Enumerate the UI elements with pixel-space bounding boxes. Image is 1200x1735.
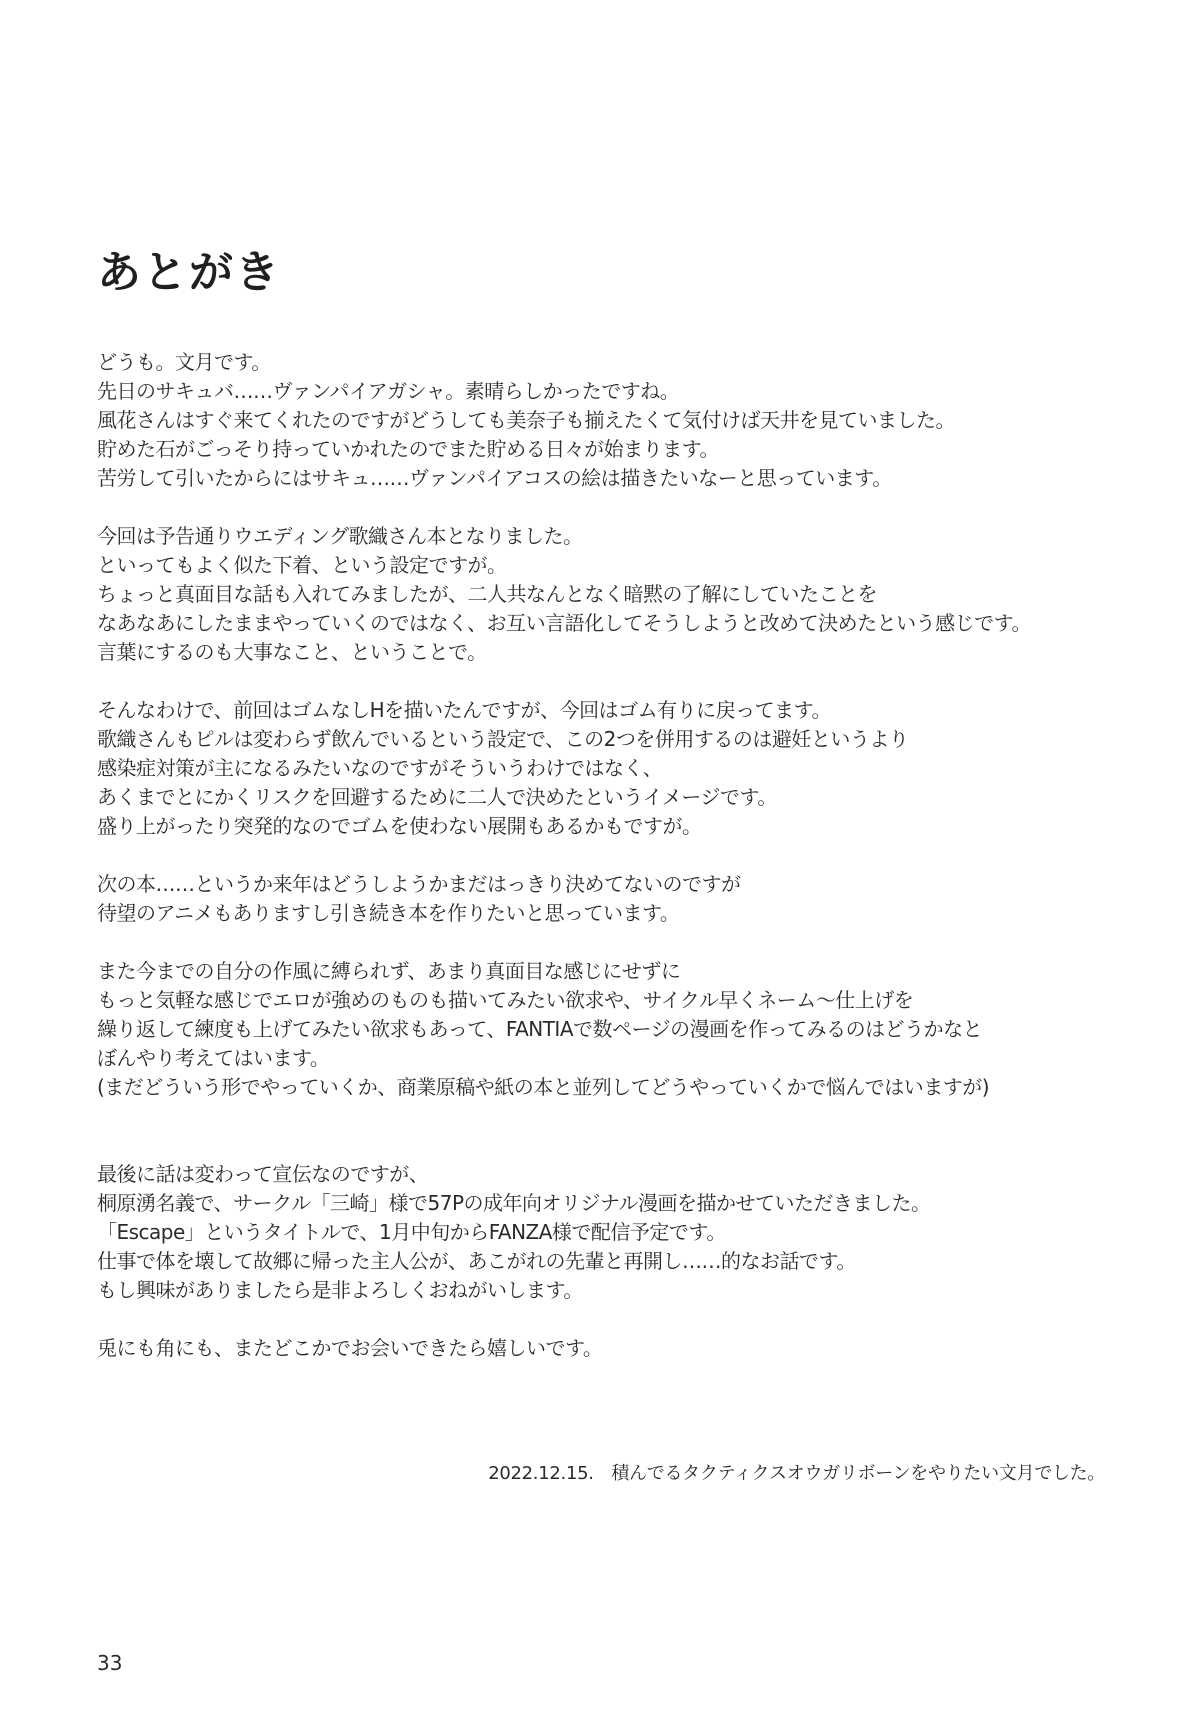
text-line: といってもよく似た下着、という設定ですが。 [97,553,507,577]
text-line: 貯めた石がごっそり持っていかれたのでまた貯める日々が始まります。 [97,437,719,461]
text-line: 今回は予告通りウエディング歌織さん本となりました。 [97,524,583,548]
text-line: もし興味がありましたら是非よろしくおねがいします。 [97,1278,583,1302]
page-title: あとがき [97,247,281,298]
text-line: 仕事で体を壊して故郷に帰った主人公が、あこがれの先輩と再開し……的なお話です。 [97,1249,856,1273]
text-line: どうも。文月です。 [97,350,271,374]
text-line: ちょっと真面目な話も入れてみましたが、二人共なんとなく暗黙の了解にしていたことを [97,582,877,606]
paragraph-6 [97,1160,1177,1305]
signature-line: 2022.12.15. 積んでるタクティクスオウガリボーンをやりたい文月でした。 [488,1463,1105,1484]
text-line: なあなあにしたままやっていくのではなく、お互い言語化してそうしようと改めて決めたという感じです。 [97,611,1031,635]
text-line: 苦労して引いたからにはサキュ……ヴァンパイアコスの絵は描きたいなーと思っています。 [97,466,892,490]
afterword-body [97,348,1177,1392]
paragraph-1 [97,348,1177,493]
text-line: 最後に話は変わって宣伝なのですが、 [97,1162,429,1186]
text-line: 次の本……というか来年はどうしようかまだはっきり決めてないのですが [97,872,741,896]
text-line: 言葉にするのも大事なこと、ということで。 [97,640,487,664]
text-line: 盛り上がったり突発的なのでゴムを使わない展開もあるかもですが。 [97,814,702,838]
text-line: 風花さんはすぐ来てくれたのですがどうしても美奈子も揃えたくて気付けば天井を見ていました。 [97,408,955,432]
text-line: そんなわけで、前回はゴムなしHを描いたんですが、今回はゴム有りに戻ってます。 [97,698,832,722]
text-line: 兎にも角にも、またどこかでお会いできたら嬉しいです。 [97,1336,603,1360]
text-line: (まだどういう形でやっていくか、商業原稿や紙の本と並列してどうやっていくかで悩んではいますが) [97,1075,990,1099]
paragraph-2 [97,522,1177,667]
page-number: 33 [97,1651,123,1675]
text-line: あくまでとにかくリスクを回避するために二人で決めたというイメージです。 [97,785,777,809]
paragraph-3 [97,696,1177,841]
text-line: 先日のサキュバ……ヴァンパイアガシャ。素晴らしかったですね。 [97,379,680,403]
text-line: 感染症対策が主になるみたいなのですがそういうわけではなく、 [97,756,663,780]
text-line: ぼんやり考えてはいます。 [97,1046,330,1070]
text-line: 繰り返して練度も上げてみたい欲求もあって、FANTIAで数ページの漫画を作ってみるのはどうかなと [97,1017,983,1041]
text-line: もっと気軽な感じでエロが強めのものも描いてみたい欲求や、サイクル早くネーム～仕上げを [97,988,914,1012]
text-line: 「Escape」というタイトルで、1月中旬からFANZA様で配信予定です。 [97,1220,726,1244]
paragraph-7 [97,1334,1177,1363]
text-line: 待望のアニメもありますし引き続き本を作りたいと思っています。 [97,901,680,925]
text-line: 歌織さんもピルは変わらず飲んでいるという設定で、この2つを併用するのは避妊というより [97,727,909,751]
paragraph-4 [97,870,1177,928]
paragraph-5 [97,957,1177,1102]
text-line: 桐原湧名義で、サークル「三崎」様で57Pの成年向オリジナル漫画を描かせていただきました。 [97,1191,931,1215]
text-line: また今までの自分の作風に縛られず、あまり真面目な感じにせずに [97,959,681,983]
